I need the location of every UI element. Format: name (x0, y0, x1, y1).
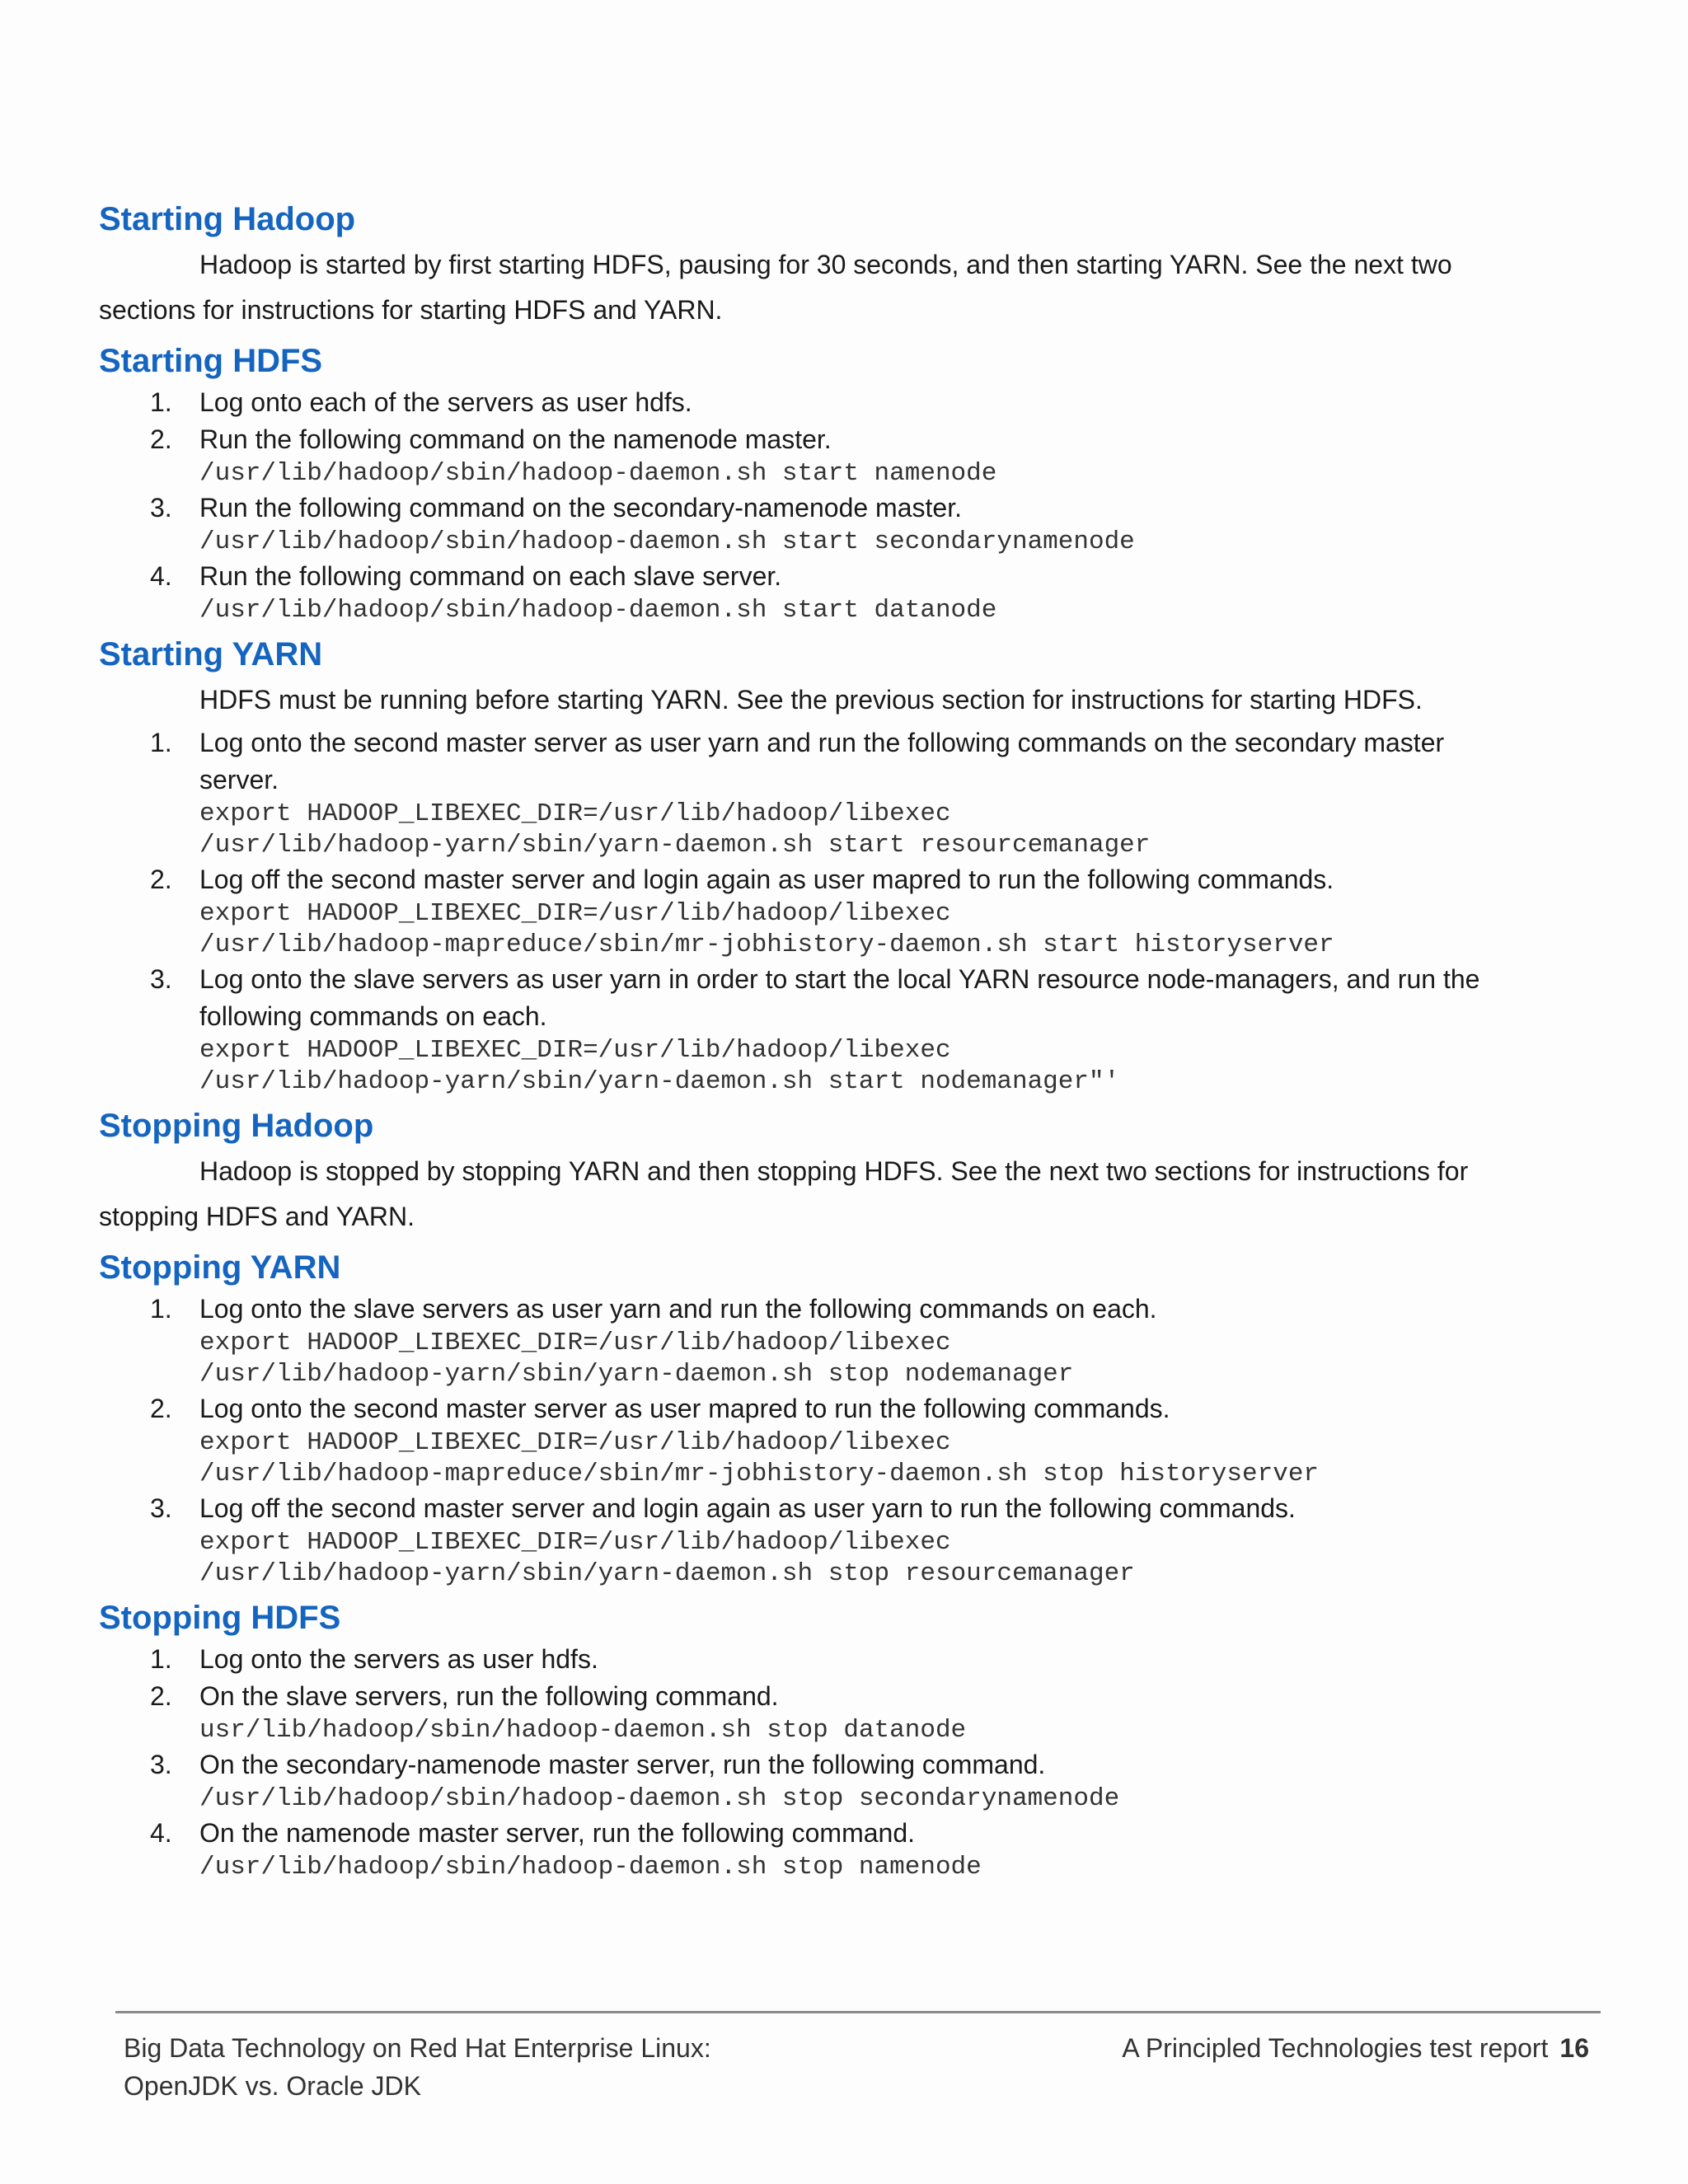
step-text: Log onto the second master server as user yarn and run the following commands on the secondary master (199, 728, 1445, 757)
code-line: /usr/lib/hadoop/sbin/hadoop-daemon.sh stop secondarynamenode (199, 1784, 1120, 1813)
step-text: Log onto each of the servers as user hdfs. (199, 387, 692, 417)
step-text: Log onto the slave servers as user yarn in order to start the local YARN resource node-managers, and run the (199, 964, 1480, 994)
heading-stopping-hadoop: Stopping Hadoop (99, 1108, 374, 1144)
section-stopping-yarn (99, 1244, 1582, 1590)
step-text: Log off the second master server and login again as user mapred to run the following commands. (199, 865, 1334, 894)
step-number: 1. (150, 1294, 172, 1324)
step-number: 4. (150, 561, 172, 591)
step-number: 3. (150, 964, 172, 994)
footer-report-info (1122, 2029, 1589, 2067)
step-number: 1. (150, 1644, 172, 1674)
list-item (99, 1490, 1582, 1590)
code-line: /usr/lib/hadoop/sbin/hadoop-daemon.sh start namenode (199, 459, 997, 488)
code-line: export HADOOP_LIBEXEC_DIR=/usr/lib/hadoop/libexec (199, 899, 951, 928)
footer-divider (115, 2011, 1601, 2013)
heading-starting-hdfs: Starting HDFS (99, 343, 323, 379)
code-line: /usr/lib/hadoop-mapreduce/sbin/mr-jobhistory-daemon.sh start historyserver (199, 930, 1334, 959)
step-text: Run the following command on each slave server. (199, 561, 782, 591)
code-line: /usr/lib/hadoop-yarn/sbin/yarn-daemon.sh stop nodemanager (199, 1360, 1074, 1389)
code-line: /usr/lib/hadoop/sbin/hadoop-daemon.sh start datanode (199, 596, 997, 625)
steps-stopping-hdfs (99, 1641, 1582, 1883)
section-starting-hdfs (99, 338, 1582, 626)
step-text: server. (199, 765, 279, 794)
step-number: 2. (150, 424, 172, 454)
list-item (99, 861, 1582, 961)
step-text: On the secondary-namenode master server, run the following command. (199, 1750, 1046, 1779)
list-item (99, 558, 1582, 626)
step-text: following commands on each. (199, 1001, 547, 1031)
step-text: Log onto the slave servers as user yarn and run the following commands on each. (199, 1294, 1157, 1324)
step-text: Log onto the second master server as user mapred to run the following commands. (199, 1394, 1170, 1423)
paragraph-line: stopping HDFS and YARN. (99, 1202, 415, 1231)
step-text: Log onto the servers as user hdfs. (199, 1644, 598, 1674)
heading-starting-yarn: Starting YARN (99, 636, 323, 673)
steps-starting-hdfs (99, 384, 1582, 626)
step-number: 4. (150, 1818, 172, 1848)
step-text: Run the following command on the namenode master. (199, 424, 832, 454)
section-stopping-hdfs (99, 1595, 1582, 1883)
footer-title-line: Big Data Technology on Red Hat Enterprise Linux: (124, 2033, 711, 2063)
step-number: 3. (150, 1493, 172, 1523)
step-text: On the slave servers, run the following command. (199, 1681, 779, 1711)
list-item (99, 1678, 1582, 1746)
paragraph-starting-yarn: HDFS must be running before starting YARN. See the previous section for instructions for starting HDFS. (199, 685, 1423, 715)
code-line: usr/lib/hadoop/sbin/hadoop-daemon.sh stop datanode (199, 1716, 967, 1745)
code-line: export HADOOP_LIBEXEC_DIR=/usr/lib/hadoop/libexec (199, 1528, 951, 1557)
list-item (99, 1291, 1582, 1390)
list-item (99, 961, 1582, 1098)
code-line: /usr/lib/hadoop/sbin/hadoop-daemon.sh stop namenode (199, 1853, 982, 1882)
section-stopping-hadoop (99, 1103, 1582, 1240)
list-item (99, 421, 1582, 490)
step-number: 1. (150, 387, 172, 417)
code-line: /usr/lib/hadoop-yarn/sbin/yarn-daemon.sh stop resourcemanager (199, 1559, 1135, 1588)
footer-report-label: A Principled Technologies test report (1122, 2033, 1549, 2063)
heading-stopping-hdfs: Stopping HDFS (99, 1600, 341, 1636)
code-line: export HADOOP_LIBEXEC_DIR=/usr/lib/hadoop/libexec (199, 799, 951, 828)
step-number: 2. (150, 1681, 172, 1711)
steps-starting-yarn (99, 724, 1582, 1098)
list-item (99, 1390, 1582, 1490)
page-number: 16 (1559, 2033, 1589, 2063)
code-line: /usr/lib/hadoop-yarn/sbin/yarn-daemon.sh start resourcemanager (199, 831, 1151, 860)
step-text: Log off the second master server and login again as user yarn to run the following commands. (199, 1493, 1296, 1523)
heading-stopping-yarn: Stopping YARN (99, 1249, 341, 1286)
footer-title-line: OpenJDK vs. Oracle JDK (124, 2071, 421, 2101)
code-line: export HADOOP_LIBEXEC_DIR=/usr/lib/hadoop/libexec (199, 1036, 951, 1065)
document-body (99, 196, 1582, 1883)
steps-stopping-yarn (99, 1291, 1582, 1590)
step-number: 2. (150, 865, 172, 894)
step-number: 3. (150, 493, 172, 523)
list-item (99, 490, 1582, 558)
code-line: export HADOOP_LIBEXEC_DIR=/usr/lib/hadoop/libexec (199, 1428, 951, 1457)
step-text: Run the following command on the secondary-namenode master. (199, 493, 962, 523)
step-number: 1. (150, 728, 172, 757)
code-line: /usr/lib/hadoop/sbin/hadoop-daemon.sh start secondarynamenode (199, 527, 1135, 556)
step-number: 2. (150, 1394, 172, 1423)
list-item (99, 1641, 1582, 1678)
heading-starting-hadoop: Starting Hadoop (99, 201, 356, 237)
paragraph-line: Hadoop is started by first starting HDFS, pausing for 30 seconds, and then starting YARN. See the next two (199, 250, 1452, 279)
footer-title (124, 2029, 711, 2105)
section-starting-yarn (99, 631, 1582, 1098)
list-item (99, 384, 1582, 421)
code-line: export HADOOP_LIBEXEC_DIR=/usr/lib/hadoop/libexec (199, 1329, 951, 1357)
code-line: /usr/lib/hadoop-mapreduce/sbin/mr-jobhistory-daemon.sh stop historyserver (199, 1460, 1320, 1488)
paragraph-line: sections for instructions for starting HDFS and YARN. (99, 295, 723, 325)
paragraph-starting-hadoop (99, 242, 1582, 333)
code-line: /usr/lib/hadoop-yarn/sbin/yarn-daemon.sh start nodemanager"' (199, 1067, 1120, 1096)
step-text: On the namenode master server, run the following command. (199, 1818, 915, 1848)
paragraph-line: Hadoop is stopped by stopping YARN and then stopping HDFS. See the next two sections for instructions for (199, 1156, 1469, 1186)
list-item (99, 724, 1582, 861)
list-item (99, 1746, 1582, 1815)
step-number: 3. (150, 1750, 172, 1779)
list-item (99, 1815, 1582, 1883)
paragraph-stopping-hadoop (99, 1149, 1582, 1240)
section-starting-hadoop (99, 196, 1582, 333)
